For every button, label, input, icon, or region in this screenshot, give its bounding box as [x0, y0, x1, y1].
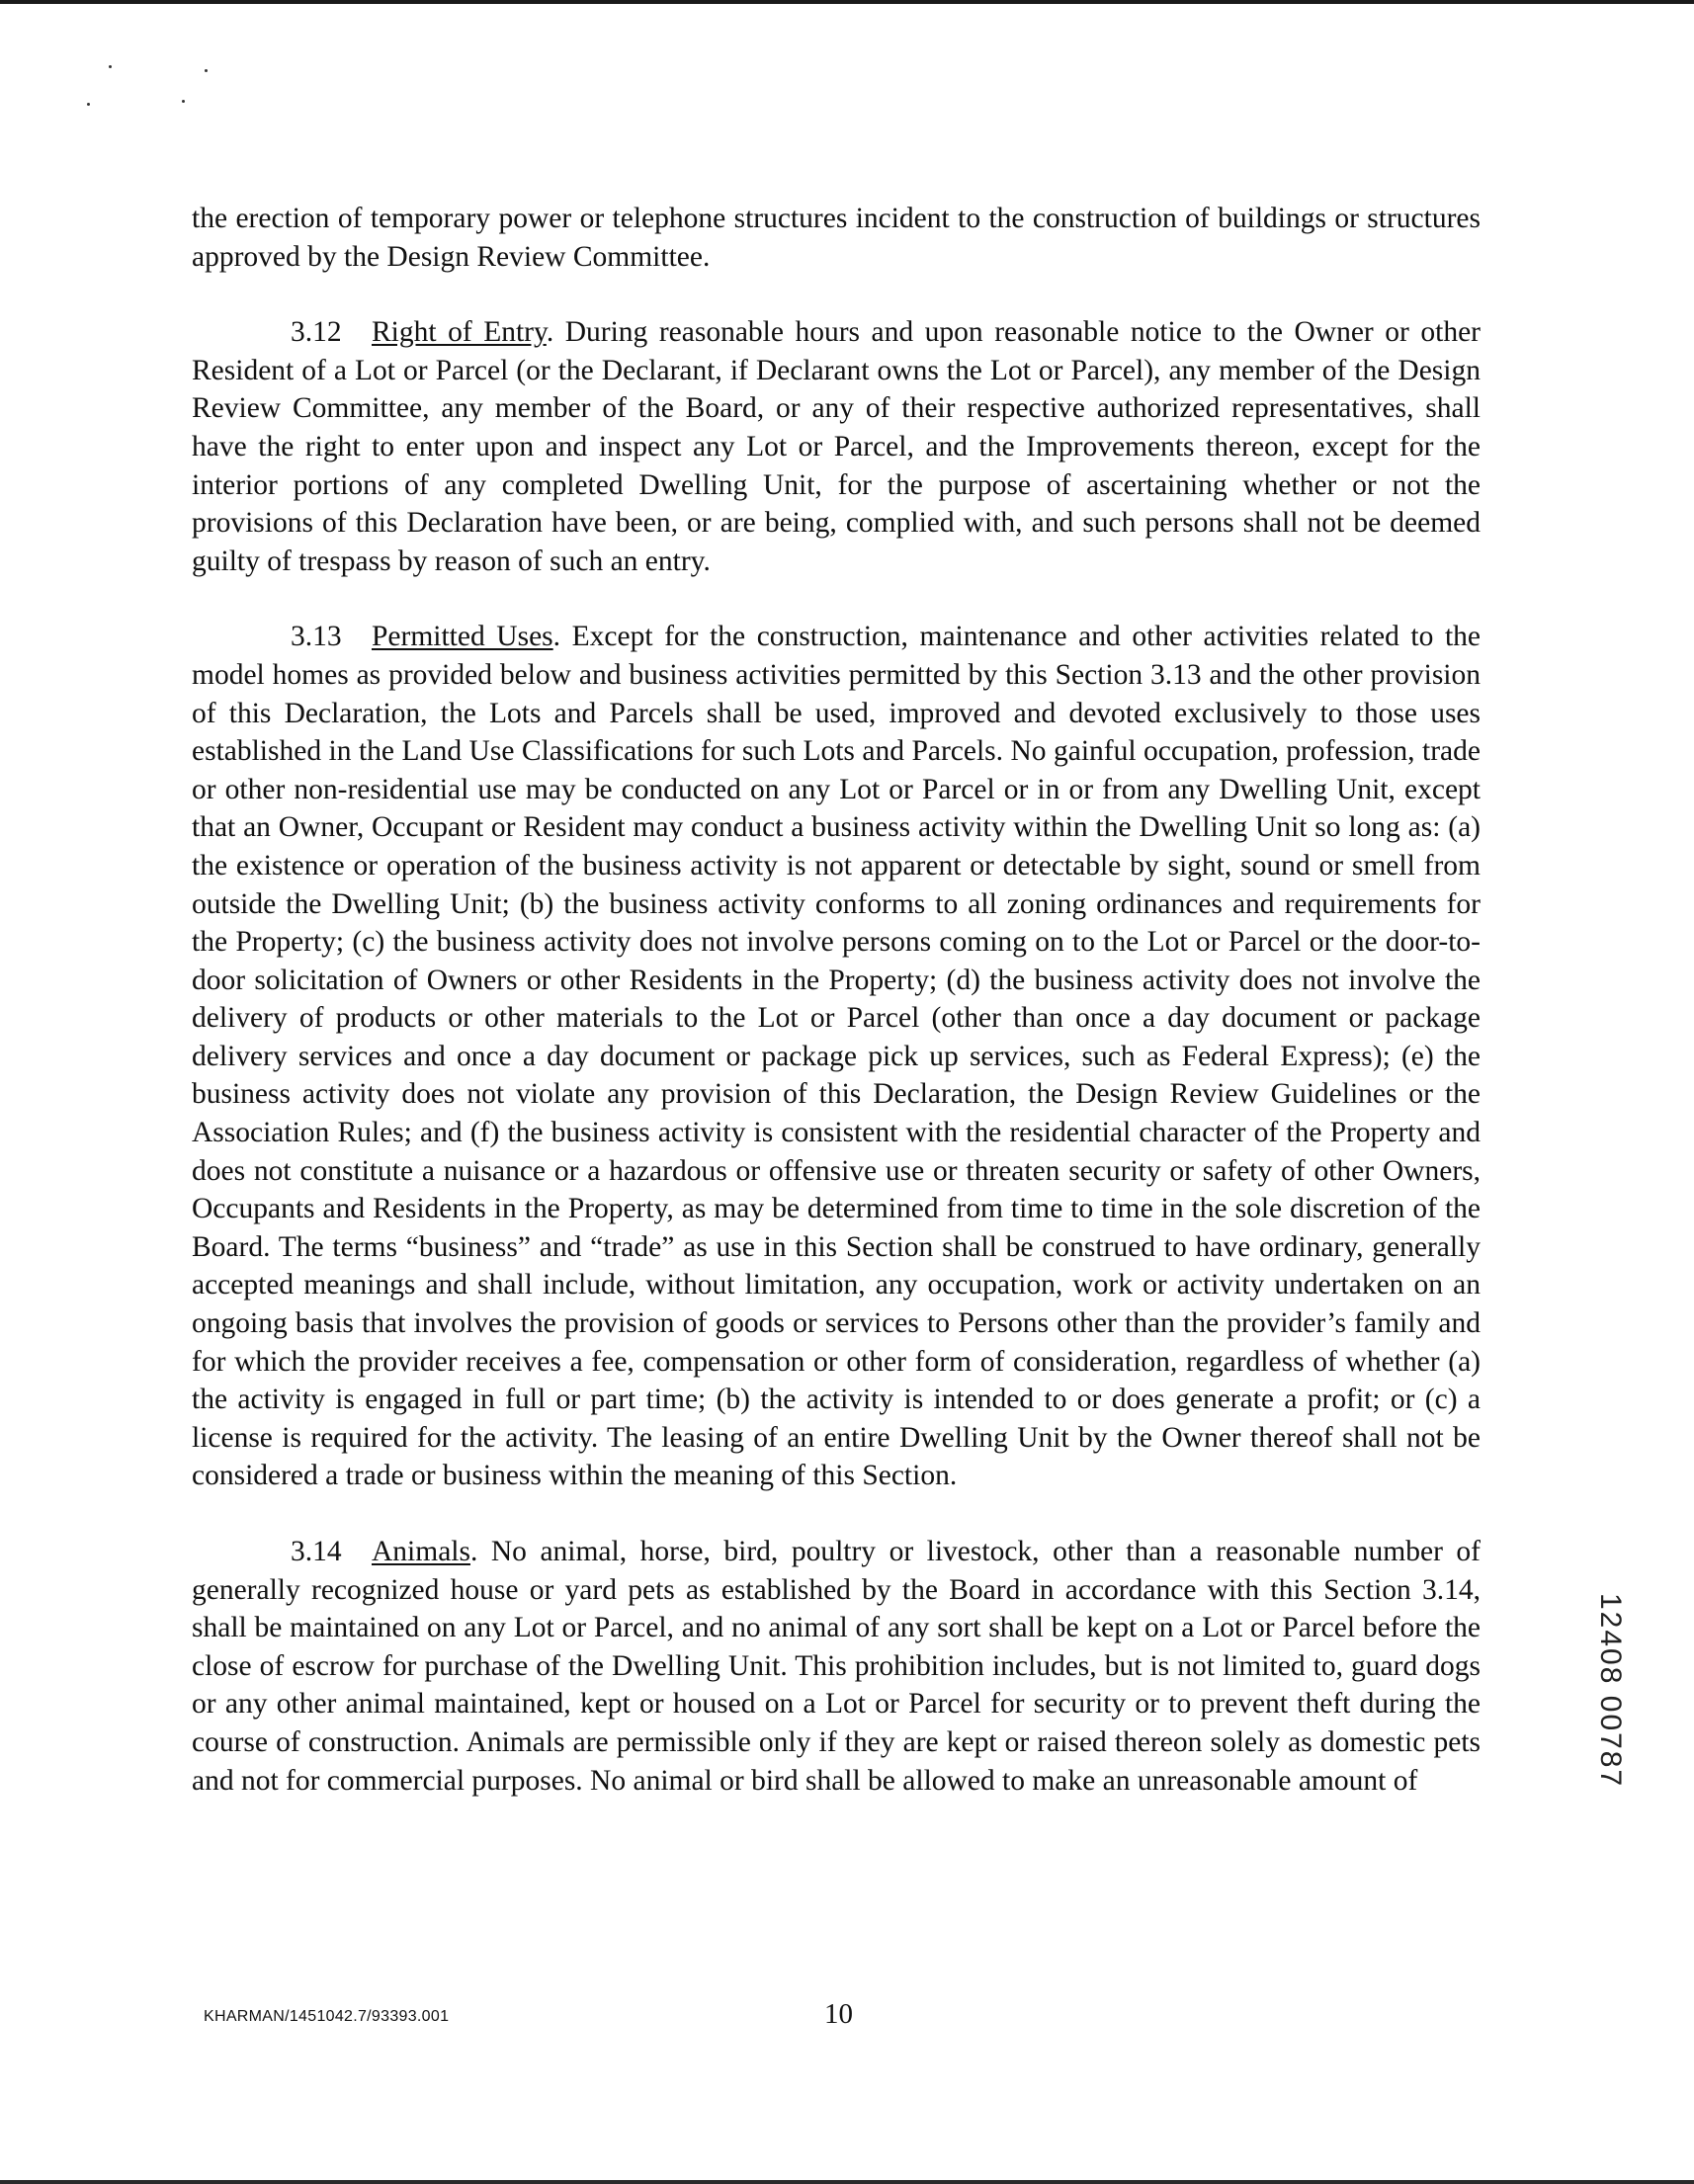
continuation-paragraph — [192, 200, 1481, 276]
section-3-13 — [192, 618, 1481, 1495]
section-body: . During reasonable hours and upon reasonable notice to the Owner or other Resident of a Lot or Parcel (or the Declarant, if Declarant owns the Lot or Parcel), any member of the Design Review Committee, any member of the Board, or any of their respective authorized representatives, shall have the right to enter upon and inspect any Lot or Parcel, and the Improvements thereon, except for the interior portions of any completed Dwelling Unit, for the purpose of ascertaining whether or not the provisions of this Declaration have been, or are being, complied with, and such persons shall not be deemed guilty of trespass by reason of such an entry. — [192, 316, 1481, 577]
scan-bottom-edge — [0, 2180, 1694, 2184]
recording-stamp-text: 12408 00787 — [1594, 1593, 1627, 1789]
page-number: 10 — [824, 1998, 853, 2030]
scan-top-edge — [0, 0, 1694, 4]
section-heading: Permitted Uses — [372, 621, 553, 653]
section-number: 3.14 — [291, 1536, 342, 1567]
section-body: . Except for the construction, maintenance and other activities related to the model homes as provided below and business activities permitted by this Section 3.13 and the other provision of this Declaration, the Lots and Parcels shall be used, improved and devoted exclusively to those uses established in the Land Use Classifications for such Lots and Parcels. No gainful occupation, profession, trade or other non-residential use may be conducted on any Lot or Parcel or in or from any Dwelling Unit, except that an Owner, Occupant or Resident may conduct a business activity within the Dwelling Unit so long as: (a) the existence or operation of the business activity is not apparent or detectable by sight, sound or smell from outside the Dwelling Unit; (b) the business activity conforms to all zoning ordinances and requirements for the Property; (c) the business activity does not involve persons coming on to the Lot or Parcel or the door-to-door solicitation of Owners or other Residents in the Property; (d) the business activity does not involve the delivery of products or other materials to the Lot or Parcel (other than once a day document or package delivery services and once a day document or package pick up services, such as Federal Express); (e) the business activity does not violate any provision of this Declaration, the Design Review Guidelines or the Association Rules; and (f) the business activity is consistent with the residential character of the Property and does not constitute a nuisance or a hazardous or offensive use or threaten security or safety of other Owners, Occupants and Residents in the Property, as may be determined from time to time in the sole discretion of the Board. The terms “business” and “trade” as use in this Section shall be construed to have ordinary, generally accepted meanings and shall include, without limitation, any occupation, work or activity undertaken on an ongoing basis that involves the provision of goods or services to Persons other than the provider’s family and for which the provider receives a fee, compensation or other form of consideration, regardless of whether (a) the activity is engaged in full or part time; (b) the activity is intended to or does generate a profit; or (c) a license is required for the activity. The leasing of an entire Dwelling Unit by the Owner thereof shall not be considered a trade or business within the meaning of this Section. — [192, 621, 1482, 1492]
scan-speck — [109, 65, 112, 68]
scan-speck — [205, 69, 208, 72]
section-3-12 — [192, 313, 1481, 580]
document-body — [192, 200, 1481, 1837]
scan-speck — [87, 103, 90, 106]
continuation-text: the erection of temporary power or telephone structures incident to the construction of buildings or structures approved by the Design Review Committee. — [192, 203, 1481, 273]
section-heading: Right of Entry — [372, 316, 547, 349]
recording-stamp — [1593, 1593, 1633, 1860]
section-heading: Animals — [372, 1536, 470, 1567]
scan-speck — [182, 100, 185, 103]
section-number: 3.12 — [291, 316, 342, 349]
section-3-14 — [192, 1533, 1481, 1800]
footer-document-id: KHARMAN/1451042.7/93393.001 — [204, 2008, 450, 2025]
section-body: . No animal, horse, bird, poultry or livestock, other than a reasonable number of generally recognized house or yard pets as established by the Board in accordance with this Section 3.14, shall be maintained on any Lot or Parcel, and no animal of any sort shall be kept on a Lot or Parcel before the close of escrow for purchase of the Dwelling Unit. This prohibition includes, but is not limited to, guard dogs or any other animal maintained, kept or housed on a Lot or Parcel for security or to prevent theft during the course of construction. Animals are permissible only if they are kept or raised thereon solely as domestic pets and not for commercial purposes. No animal or bird shall be allowed to make an unreasonable amount of — [192, 1536, 1481, 1797]
section-number: 3.13 — [291, 621, 342, 653]
